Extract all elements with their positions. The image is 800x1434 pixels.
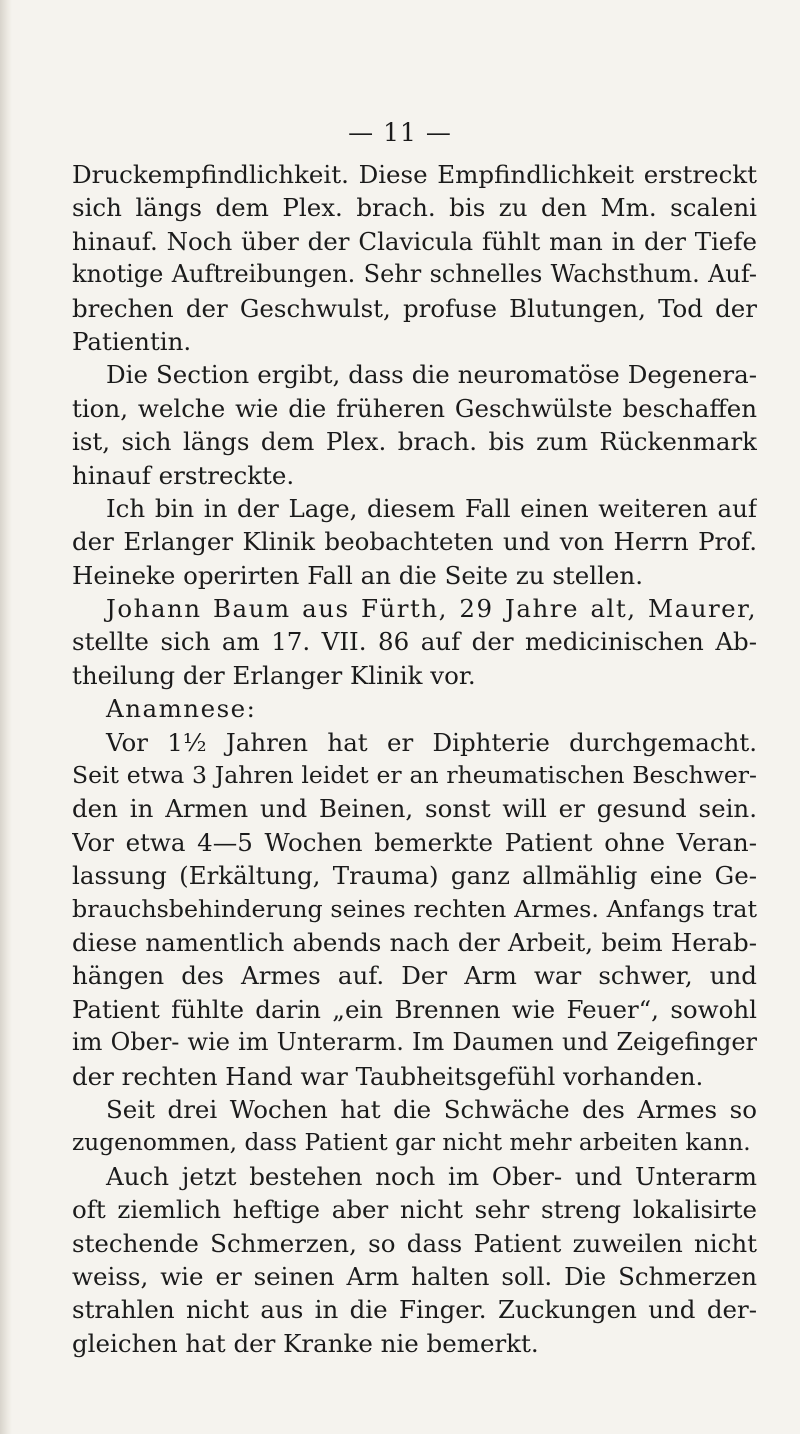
text-line: Auch jetzt bestehen noch im Ober- und Unterarm	[106, 1161, 757, 1191]
text-line: Vor 1½ Jahren hat er Diphterie durchgemacht.	[106, 727, 757, 757]
text-line: stechende Schmerzen, so dass Patient zuweilen nicht	[72, 1228, 757, 1258]
text-line: ist, sich längs dem Plex. brach. bis zum Rückenmark	[72, 427, 757, 457]
text-line: im Ober- wie im Unterarm. Im Daumen und Zeigefinger	[72, 1028, 757, 1057]
text-line: theilung der Erlanger Klinik vor.	[72, 660, 476, 690]
text-line: Seit drei Wochen hat die Schwäche des Armes so	[106, 1094, 757, 1124]
text-line: gleichen hat der Kranke nie bemerkt.	[72, 1328, 539, 1358]
text-line: hinauf erstreckte.	[72, 460, 295, 490]
text-line: Vor etwa 4—5 Wochen bemerkte Patient ohne Veran-	[72, 827, 757, 857]
text-line: sich längs dem Plex. brach. bis zu den Mm. scaleni	[72, 193, 757, 223]
text-line: Heineke operirten Fall an die Seite zu stellen.	[72, 560, 643, 590]
page-edge-shadow	[0, 0, 12, 1434]
text-line: hängen des Armes auf. Der Arm war schwer, und	[72, 961, 757, 991]
text-line: Patient fühlte darin „ein Brennen wie Feuer“, sowohl	[72, 994, 757, 1024]
text-line: lassung (Erkältung, Trauma) ganz allmählig eine Ge-	[72, 861, 757, 891]
text-line: der Erlanger Klinik beobachteten und von Herrn Prof.	[72, 527, 757, 557]
section-heading: Anamnese:	[106, 694, 257, 724]
text-line: strahlen nicht aus in die Finger. Zuckungen und der-	[72, 1295, 757, 1325]
text-line: stellte sich am 17. VII. 86 auf der medicinischen Ab-	[72, 627, 757, 657]
text-line: Die Section ergibt, dass die neuromatöse Degenera-	[106, 360, 757, 390]
text-line: Seit etwa 3 Jahren leidet er an rheumatischen Beschwer-	[72, 761, 757, 790]
text-line: weiss, wie er seinen Arm halten soll. Die Schmerzen	[72, 1261, 757, 1291]
text-line: Druckempfindlichkeit. Diese Empfindlichkeit erstreckt	[72, 160, 757, 189]
text-line: tion, welche wie die früheren Geschwülste beschaffen	[72, 393, 757, 423]
page-number: — 11 —	[348, 118, 452, 147]
text-line: Johann Baum aus Fürth, 29 Jahre alt, Maurer,	[106, 594, 757, 624]
text-line: hinauf. Noch über der Clavicula fühlt man in der Tiefe	[72, 226, 757, 256]
text-line: knotige Auftreibungen. Sehr schnelles Wachsthum. Auf-	[72, 260, 757, 289]
text-line: brechen der Geschwulst, profuse Blutungen, Tod der	[72, 293, 757, 323]
body-text	[72, 158, 757, 1360]
text-line: diese namentlich abends nach der Arbeit, beim Herab-	[72, 927, 757, 957]
text-line: den in Armen und Beinen, sonst will er gesund sein.	[72, 794, 757, 824]
text-line: Patientin.	[72, 326, 192, 356]
text-line: der rechten Hand war Taubheitsgefühl vorhanden.	[72, 1061, 704, 1091]
text-line: oft ziemlich heftige aber nicht sehr streng lokalisirte	[72, 1195, 757, 1225]
text-line: zugenommen, dass Patient gar nicht mehr arbeiten kann.	[72, 1129, 751, 1157]
text-line: brauchsbehinderung seines rechten Armes. Anfangs trat	[72, 894, 757, 923]
text-line: Ich bin in der Lage, diesem Fall einen weiteren auf	[106, 493, 757, 523]
